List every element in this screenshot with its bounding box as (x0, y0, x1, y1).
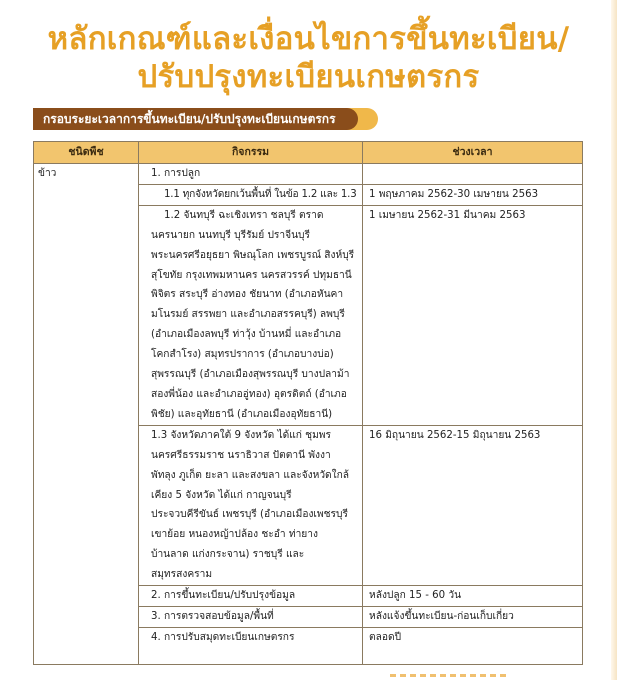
section-heading: กรอบระยะเวลาการขึ้นทะเบียน/ปรับปรุงทะเบียนเกษตรกร (33, 108, 358, 130)
activity-cell: 3. การตรวจสอบข้อมูล/พื้นที่ (139, 606, 363, 627)
header-period: ช่วงเวลา (363, 142, 583, 164)
period-cell: หลังปลูก 15 - 60 วัน (363, 586, 583, 607)
page-title-line-2: ปรับปรุงทะเบียนเกษตรกร (137, 59, 480, 95)
page-edge-decoration (611, 0, 617, 680)
crop-cell: ข้าว (34, 164, 139, 665)
header-crop: ชนิดพืช (34, 142, 139, 164)
bottom-dashed-decoration (390, 674, 510, 677)
period-cell: 1 พฤษภาคม 2562-30 เมษายน 2563 (363, 184, 583, 205)
activity-cell: 1. การปลูก (139, 164, 363, 185)
table-header-row (34, 142, 583, 164)
activity-cell: 2. การขึ้นทะเบียน/ปรับปรุงข้อมูล (139, 586, 363, 607)
period-cell: ตลอดปี (363, 627, 583, 664)
period-cell: 16 มิถุนายน 2562-15 มิถุนายน 2563 (363, 425, 583, 585)
period-cell (363, 164, 583, 185)
activity-cell: 1.1 ทุกจังหวัดยกเว้นพื้นที่ ในข้อ 1.2 และ 1.3 (139, 184, 363, 205)
table-row (34, 164, 583, 185)
period-cell: หลังแจ้งขึ้นทะเบียน-ก่อนเก็บเกี่ยว (363, 606, 583, 627)
period-cell: 1 เมษายน 2562-31 มีนาคม 2563 (363, 205, 583, 425)
activity-cell: 4. การปรับสมุดทะเบียนเกษตรกร (139, 627, 363, 664)
activity-cell: 1.2 จันทบุรี ฉะเชิงเทรา ชลบุรี ตราด นครนายก นนทบุรี บุรีรัมย์ ปราจีนบุรี พระนครศรีอยุธยา พิษณุโลก เพชรบูรณ์ สิงห์บุรี สุโขทัย กรุงเทพมหานคร นครสวรรค์ ปทุมธานี พิจิตร สระบุรี อ่างทอง ชัยนาท (อำเภอหันคา มโนรมย์ สรรพยา และอำเภอสรรคบุรี) ลพบุรี (อำเภอเมืองลพบุรี ท่าวุ้ง บ้านหมี่ และอำเภอ โคกสำโรง) สมุทรปราการ (อำเภอบางบ่อ) สุพรรณบุรี (อำเภอเมืองสุพรรณบุรี บางปลาม้า สองพี่น้อง และอำเภออู่ทอง) อุตรดิตถ์ (อำเภอพิชัย) และอุทัยธานี (อำเภอเมืองอุทัยธานี) (139, 205, 363, 425)
header-activity: กิจกรรม (139, 142, 363, 164)
page-title-line-1: หลักเกณฑ์และเงื่อนไขการขึ้นทะเบียน/ (47, 21, 570, 57)
activity-cell: 1.3 จังหวัดภาคใต้ 9 จังหวัด ได้แก่ ชุมพร นครศรีธรรมราช นราธิวาส ปัตตานี พังงา พัทลุง ภูเก็ต ยะลา และสงขลา และจังหวัดใกล้เคียง 5 จังหวัด ได้แก่ กาญจนบุรี ประจวบคีรีขันธ์ เพชรบุรี (อำเภอเมืองเพชรบุรี เขาย้อย หนองหญ้าปล้อง ชะอำ ท่ายาง บ้านลาด แก่งกระจาน) ราชบุรี และสมุทรสงคราม (139, 425, 363, 585)
registration-period-table (33, 141, 583, 665)
